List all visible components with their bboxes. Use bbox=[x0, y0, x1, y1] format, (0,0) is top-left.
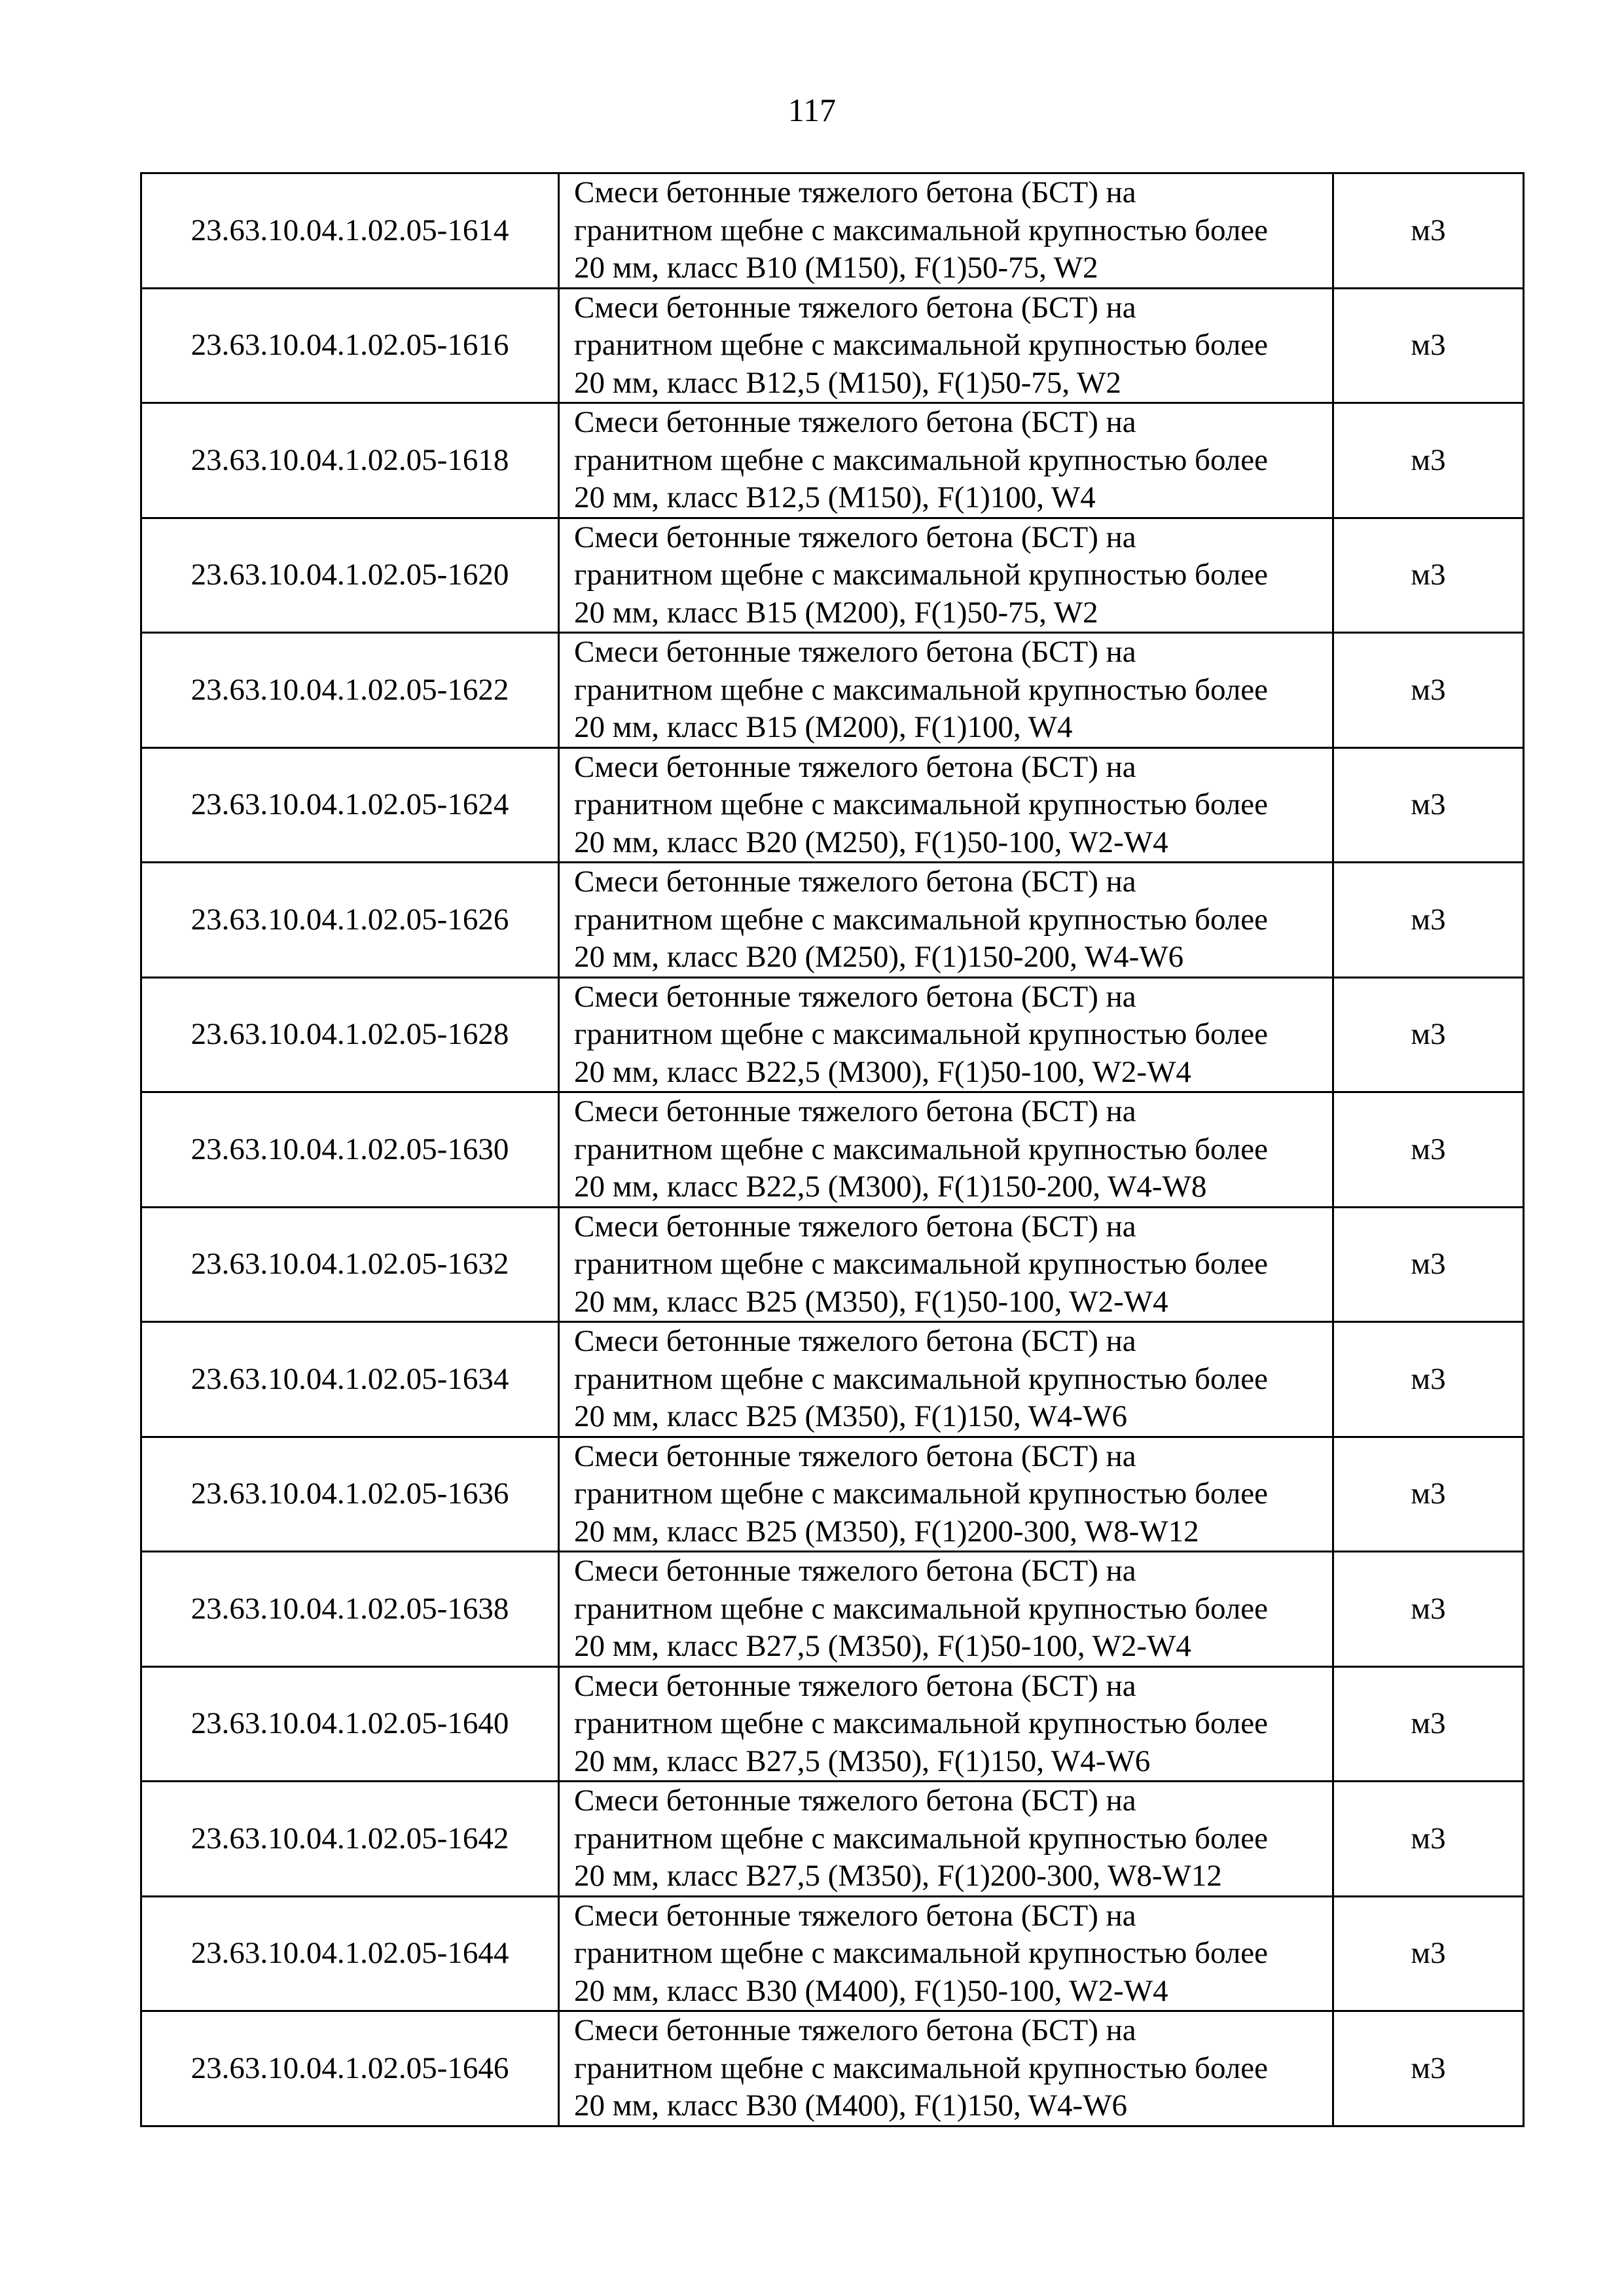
resource-name-cell bbox=[559, 747, 1333, 863]
resource-code-cell: 23.63.10.04.1.02.05-1638 bbox=[141, 1552, 559, 1667]
resource-name-line: гранитном щебне с максимальной крупностью более bbox=[574, 1477, 1269, 1511]
resource-name-line: гранитном щебне с максимальной крупностью более bbox=[574, 1017, 1269, 1051]
resource-name-line: 20 мм, класс В22,5 (М300), F(1)50-100, W2-W4 bbox=[574, 1054, 1191, 1089]
resource-name-cell bbox=[559, 1666, 1333, 1782]
resource-name-line: 20 мм, класс В30 (М400), F(1)50-100, W2-W4 bbox=[574, 1973, 1168, 2008]
resource-name-line: гранитном щебне с максимальной крупностью более bbox=[574, 1821, 1269, 1856]
resource-name-line: 20 мм, класс В15 (М200), F(1)100, W4 bbox=[574, 710, 1073, 744]
resource-name-line: гранитном щебне с максимальной крупностью более bbox=[574, 1132, 1269, 1166]
table-row bbox=[141, 288, 1524, 403]
resource-name-line: гранитном щебне с максимальной крупностью более bbox=[574, 902, 1269, 937]
table-row bbox=[141, 863, 1524, 978]
resource-name-cell bbox=[559, 1437, 1333, 1552]
unit-cell: м3 bbox=[1333, 403, 1524, 518]
resource-name-line: Смеси бетонные тяжелого бетона (БСТ) на bbox=[574, 1554, 1136, 1588]
resource-name-line: Смеси бетонные тяжелого бетона (БСТ) на bbox=[574, 635, 1136, 669]
resource-name-line: Смеси бетонные тяжелого бетона (БСТ) на bbox=[574, 1324, 1136, 1358]
resource-name-line: 20 мм, класс В12,5 (М150), F(1)50-75, W2 bbox=[574, 365, 1121, 400]
resource-code-cell: 23.63.10.04.1.02.05-1618 bbox=[141, 403, 559, 518]
resource-name-cell bbox=[559, 1782, 1333, 1897]
resource-name-line: 20 мм, класс В25 (М350), F(1)50-100, W2-W4 bbox=[574, 1284, 1168, 1319]
resource-name-line: 20 мм, класс В27,5 (М350), F(1)150, W4-W6 bbox=[574, 1744, 1151, 1778]
page-number: 117 bbox=[787, 92, 837, 128]
unit-cell: м3 bbox=[1333, 633, 1524, 748]
resource-name-line: гранитном щебне с максимальной крупностью более bbox=[574, 442, 1269, 477]
resource-name-line: 20 мм, класс В12,5 (М150), F(1)100, W4 bbox=[574, 480, 1096, 514]
resource-name-line: Смеси бетонные тяжелого бетона (БСТ) на bbox=[574, 520, 1136, 554]
resource-name-line: гранитном щебне с максимальной крупностью более bbox=[574, 672, 1269, 707]
unit-cell: м3 bbox=[1333, 1552, 1524, 1667]
unit-cell: м3 bbox=[1333, 2011, 1524, 2126]
resource-name-cell bbox=[559, 1896, 1333, 2011]
resource-name-cell bbox=[559, 1322, 1333, 1437]
resource-name-line: Смеси бетонные тяжелого бетона (БСТ) на bbox=[574, 1439, 1136, 1473]
materials-table-container bbox=[140, 172, 1523, 2127]
resource-name-line: гранитном щебне с максимальной крупностью более bbox=[574, 1591, 1269, 1626]
resource-name-line: Смеси бетонные тяжелого бетона (БСТ) на bbox=[574, 290, 1136, 325]
unit-cell: м3 bbox=[1333, 1092, 1524, 1208]
table-row bbox=[141, 518, 1524, 633]
table-row bbox=[141, 2011, 1524, 2126]
resource-name-line: Смеси бетонные тяжелого бетона (БСТ) на bbox=[574, 1784, 1136, 1818]
unit-cell: м3 bbox=[1333, 1666, 1524, 1782]
table-row bbox=[141, 1782, 1524, 1897]
resource-name-line: Смеси бетонные тяжелого бетона (БСТ) на bbox=[574, 1898, 1136, 1933]
resource-code-cell: 23.63.10.04.1.02.05-1646 bbox=[141, 2011, 559, 2126]
resource-name-line: Смеси бетонные тяжелого бетона (БСТ) на bbox=[574, 979, 1136, 1014]
resource-name-line: гранитном щебне с максимальной крупностью более bbox=[574, 1936, 1269, 1970]
resource-name-cell bbox=[559, 633, 1333, 748]
resource-name-cell bbox=[559, 2011, 1333, 2126]
resource-code-cell: 23.63.10.04.1.02.05-1622 bbox=[141, 633, 559, 748]
resource-name-line: 20 мм, класс В27,5 (М350), F(1)50-100, W2-W4 bbox=[574, 1629, 1191, 1663]
resource-code-cell: 23.63.10.04.1.02.05-1614 bbox=[141, 173, 559, 289]
resource-name-line: гранитном щебне с максимальной крупностью более bbox=[574, 558, 1269, 592]
table-row bbox=[141, 633, 1524, 748]
unit-cell: м3 bbox=[1333, 1322, 1524, 1437]
resource-name-line: 20 мм, класс В27,5 (М350), F(1)200-300, W8-W12 bbox=[574, 1859, 1222, 1893]
resource-code-cell: 23.63.10.04.1.02.05-1632 bbox=[141, 1207, 559, 1322]
resource-name-line: 20 мм, класс В22,5 (М300), F(1)150-200, W4-W8 bbox=[574, 1170, 1207, 1204]
resource-name-line: 20 мм, класс В25 (М350), F(1)200-300, W8-W12 bbox=[574, 1514, 1199, 1549]
unit-cell: м3 bbox=[1333, 1896, 1524, 2011]
resource-name-line: гранитном щебне с максимальной крупностью более bbox=[574, 1706, 1269, 1740]
unit-cell: м3 bbox=[1333, 518, 1524, 633]
resource-name-line: Смеси бетонные тяжелого бетона (БСТ) на bbox=[574, 749, 1136, 784]
table-row bbox=[141, 1092, 1524, 1208]
unit-cell: м3 bbox=[1333, 288, 1524, 403]
resource-code-cell: 23.63.10.04.1.02.05-1628 bbox=[141, 977, 559, 1092]
unit-cell: м3 bbox=[1333, 1437, 1524, 1552]
resource-name-cell bbox=[559, 1092, 1333, 1208]
resource-name-line: гранитном щебне с максимальной крупностью более bbox=[574, 2051, 1269, 2085]
table-row bbox=[141, 1896, 1524, 2011]
resource-code-cell: 23.63.10.04.1.02.05-1616 bbox=[141, 288, 559, 403]
resource-name-cell bbox=[559, 173, 1333, 289]
resource-name-line: Смеси бетонные тяжелого бетона (БСТ) на bbox=[574, 865, 1136, 899]
resource-name-line: Смеси бетонные тяжелого бетона (БСТ) на bbox=[574, 405, 1136, 439]
unit-cell: м3 bbox=[1333, 173, 1524, 289]
resource-name-line: Смеси бетонные тяжелого бетона (БСТ) на bbox=[574, 1668, 1136, 1703]
resource-code-cell: 23.63.10.04.1.02.05-1642 bbox=[141, 1782, 559, 1897]
resource-name-line: гранитном щебне с максимальной крупностью более bbox=[574, 1247, 1269, 1281]
resource-name-cell bbox=[559, 518, 1333, 633]
resource-name-line: 20 мм, класс В20 (М250), F(1)50-100, W2-W4 bbox=[574, 825, 1168, 859]
resource-name-cell bbox=[559, 403, 1333, 518]
unit-cell: м3 bbox=[1333, 747, 1524, 863]
resource-code-cell: 23.63.10.04.1.02.05-1644 bbox=[141, 1896, 559, 2011]
resource-code-cell: 23.63.10.04.1.02.05-1620 bbox=[141, 518, 559, 633]
resource-code-cell: 23.63.10.04.1.02.05-1624 bbox=[141, 747, 559, 863]
table-row bbox=[141, 403, 1524, 518]
resource-name-line: 20 мм, класс В10 (М150), F(1)50-75, W2 bbox=[574, 251, 1098, 285]
resource-name-line: Смеси бетонные тяжелого бетона (БСТ) на bbox=[574, 175, 1136, 209]
resource-name-line: Смеси бетонные тяжелого бетона (БСТ) на bbox=[574, 1094, 1136, 1128]
resource-name-cell bbox=[559, 1552, 1333, 1667]
resource-name-cell bbox=[559, 977, 1333, 1092]
resource-name-line: гранитном щебне с максимальной крупностью более bbox=[574, 213, 1269, 247]
resource-name-cell bbox=[559, 863, 1333, 978]
unit-cell: м3 bbox=[1333, 1207, 1524, 1322]
table-row bbox=[141, 977, 1524, 1092]
table-row bbox=[141, 1437, 1524, 1552]
resource-code-cell: 23.63.10.04.1.02.05-1634 bbox=[141, 1322, 559, 1437]
materials-table-body bbox=[141, 173, 1524, 2126]
resource-code-cell: 23.63.10.04.1.02.05-1630 bbox=[141, 1092, 559, 1208]
resource-name-line: гранитном щебне с максимальной крупностью более bbox=[574, 328, 1269, 362]
resource-name-line: 20 мм, класс В25 (М350), F(1)150, W4-W6 bbox=[574, 1399, 1128, 1433]
resource-name-cell bbox=[559, 288, 1333, 403]
table-row bbox=[141, 1322, 1524, 1437]
resource-code-cell: 23.63.10.04.1.02.05-1640 bbox=[141, 1666, 559, 1782]
resource-code-cell: 23.63.10.04.1.02.05-1636 bbox=[141, 1437, 559, 1552]
resource-name-line: 20 мм, класс В15 (М200), F(1)50-75, W2 bbox=[574, 595, 1098, 630]
table-row bbox=[141, 1552, 1524, 1667]
resource-code-cell: 23.63.10.04.1.02.05-1626 bbox=[141, 863, 559, 978]
unit-cell: м3 bbox=[1333, 977, 1524, 1092]
resource-name-line: гранитном щебне с максимальной крупностью более bbox=[574, 787, 1269, 821]
table-row bbox=[141, 173, 1524, 289]
resource-name-line: 20 мм, класс В30 (М400), F(1)150, W4-W6 bbox=[574, 2089, 1128, 2123]
resource-name-line: Смеси бетонные тяжелого бетона (БСТ) на bbox=[574, 2013, 1136, 2047]
unit-cell: м3 bbox=[1333, 863, 1524, 978]
resource-name-line: Смеси бетонные тяжелого бетона (БСТ) на bbox=[574, 1209, 1136, 1244]
resource-name-line: гранитном щебне с максимальной крупностью более bbox=[574, 1361, 1269, 1396]
table-row bbox=[141, 747, 1524, 863]
resource-name-line: 20 мм, класс В20 (М250), F(1)150-200, W4-W6 bbox=[574, 940, 1184, 974]
table-row bbox=[141, 1666, 1524, 1782]
table-row bbox=[141, 1207, 1524, 1322]
unit-cell: м3 bbox=[1333, 1782, 1524, 1897]
resource-name-cell bbox=[559, 1207, 1333, 1322]
materials-table bbox=[140, 172, 1525, 2127]
